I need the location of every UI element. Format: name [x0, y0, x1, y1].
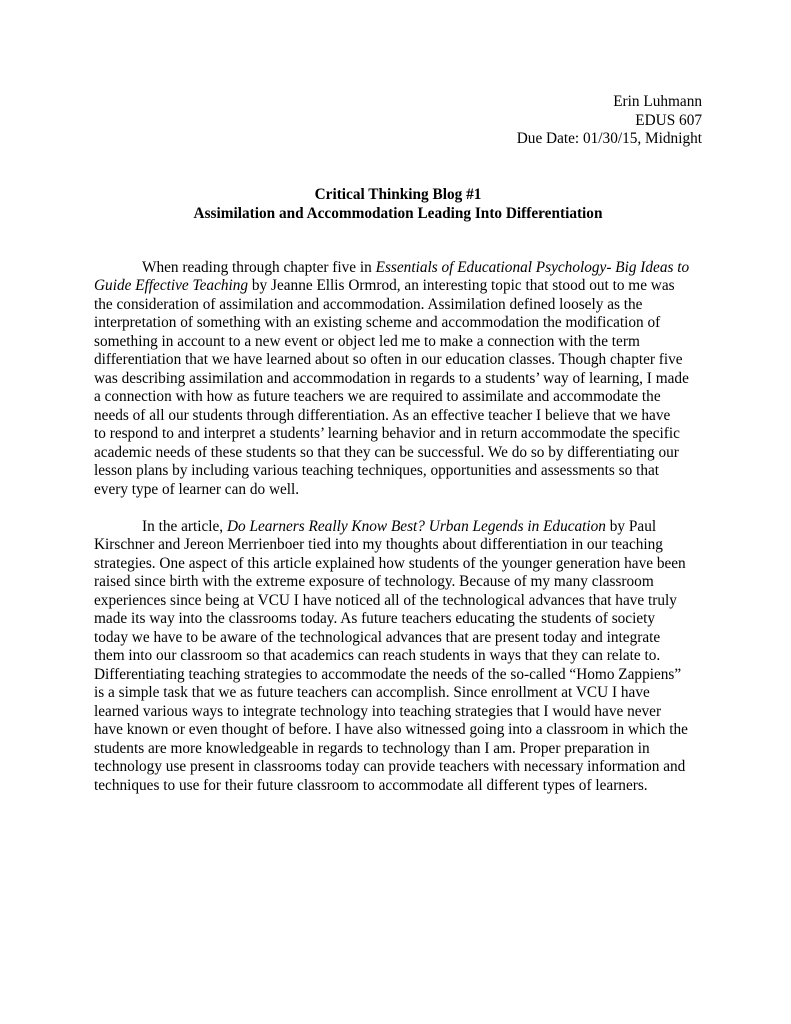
author-header — [94, 93, 702, 149]
book-title-italic: Essentials of Educational Psychology- Big Ideas to — [375, 258, 690, 276]
title-block — [94, 185, 702, 223]
paragraph-line: something in account to a new event or object led me to make a connection with the term — [94, 332, 640, 350]
paragraph-line: experiences since being at VCU I have noticed all of the technological advances that have truly — [94, 591, 677, 609]
paragraph-line: today we have to be aware of the technological advances that are present today and integrate — [94, 628, 661, 646]
paragraph-1 — [94, 259, 702, 500]
paragraph-line: to respond to and interpret a students’ learning behavior and in return accommodate the specific — [94, 425, 680, 442]
author-name: Erin Luhmann — [613, 93, 702, 110]
paragraph-line: interpretation of something with an existing scheme and accommodation the modification of — [94, 314, 661, 331]
paragraph-line — [94, 277, 702, 296]
paragraph-line: is a simple task that we as future teachers can accomplish. Since enrollment at VCU I have — [94, 684, 650, 701]
paragraph-line: them into our classroom so that academics can reach students in ways that they can relate to. — [94, 647, 661, 664]
due-date: Due Date: 01/30/15, Midnight — [516, 130, 702, 147]
paragraph-line: strategies. One aspect of this article explained how students of the younger generation have been — [94, 554, 686, 572]
paragraph-line: students are more knowledgeable in regards to technology than I am. Proper preparation in — [94, 739, 650, 757]
paragraph-line: have known or even thought of before. I have also witnessed going into a classroom in which the — [94, 721, 688, 738]
document-page — [94, 93, 702, 795]
paragraph-line: technology use present in classrooms today can provide teachers with necessary information and — [94, 758, 686, 775]
paragraph-line: a connection with how as future teachers we are required to assimilate and accommodate the — [94, 388, 661, 405]
course-code: EDUS 607 — [635, 111, 702, 129]
paragraph-line: raised since birth with the extreme exposure of technology. Because of my many classroom — [94, 573, 654, 590]
paragraph-line: lesson plans by including various teaching techniques, opportunities and assessments so that — [94, 462, 660, 479]
document-subtitle: Assimilation and Accommodation Leading Into Differentiation — [193, 204, 603, 222]
paragraph-line — [94, 518, 702, 537]
paragraph-line: was describing assimilation and accommodation in regards to a students’ way of learning, I made — [94, 369, 689, 387]
paragraph-line: academic needs of these students so that they can be successful. We do so by differentiating our — [94, 443, 679, 461]
paragraph-line: techniques to use for their future classroom to accommodate all different types of learners. — [94, 776, 648, 794]
document-body — [94, 259, 702, 796]
document-title: Critical Thinking Blog #1 — [314, 185, 482, 203]
paragraph-line: differentiation that we have learned about so often in our education classes. Though chapter five — [94, 351, 683, 368]
paragraph-line: learned various ways to integrate technology into teaching strategies that I would have never — [94, 702, 662, 720]
paragraph-line: Kirschner and Jereon Merrienboer tied into my thoughts about differentiation in our teaching — [94, 536, 663, 553]
text-run: In the article, — [142, 517, 227, 535]
text-run: by Paul — [605, 517, 657, 535]
book-title-italic: Guide Effective Teaching — [94, 277, 249, 294]
paragraph-line: Differentiating teaching strategies to accommodate the needs of the so-called “Homo Zappiens” — [94, 665, 682, 683]
paragraph-2 — [94, 518, 702, 796]
text-run: When reading through chapter five in — [142, 258, 376, 276]
paragraph-line: every type of learner can do well. — [94, 480, 300, 498]
article-title-italic: Do Learners Really Know Best? Urban Legends in Education — [226, 517, 606, 535]
paragraph-line — [94, 259, 702, 278]
paragraph-line: the consideration of assimilation and accommodation. Assimilation defined loosely as the — [94, 295, 643, 313]
paragraph-line: made its way into the classrooms today. As future teachers educating the students of society — [94, 610, 656, 627]
paragraph-line: needs of all our students through differentiation. As an effective teacher I believe that we have — [94, 406, 671, 424]
text-run: by Jeanne Ellis Ormrod, an interesting topic that stood out to me was — [248, 277, 675, 294]
